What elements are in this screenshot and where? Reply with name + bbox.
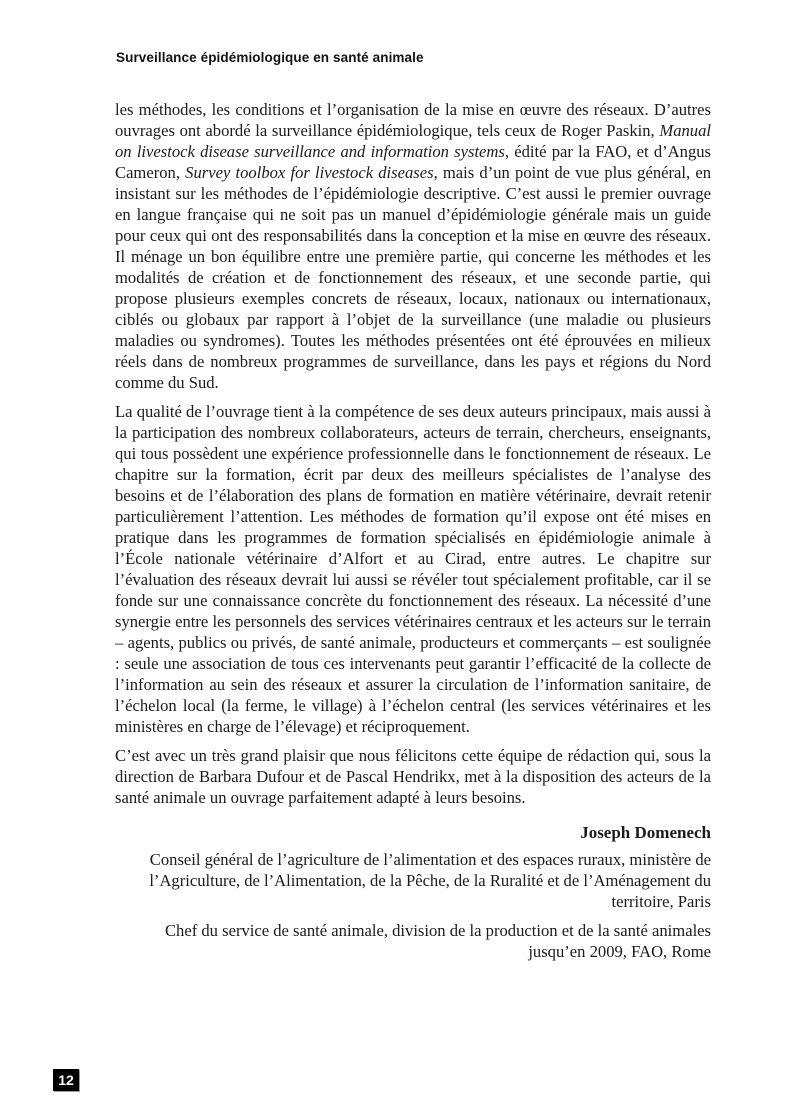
- signature-name: Joseph Domenech: [580, 823, 711, 842]
- paragraph-text: La qualité de l’ouvrage tient à la compétence de ses deux auteurs principaux, mais aussi à la participation des nombreux collaborateurs, acteurs de terrain, chercheurs, enseignants, qui tous possèdent une expérience professionnelle dans le fonctionnement de réseaux. Le chapitre sur la formation, écrit par deux des meilleurs spécialistes de l’analyse des besoins et de l’élaboration des plans de formation en matière vétérinaire, devrait retenir particulièrement l’attention. Les méthodes de formation qu’il expose ont été mises en pratique dans les programmes de formation spécialisés en épidémiologie animale à l’École nationale vétérinaire d’Alfort et au Cirad, entre autres. Le chapitre sur l’évaluation des réseaux devrait lui aussi se révéler tout spécialement profitable, car il se fonde sur une connaissance concrète du fonctionnement des réseaux. La nécessité d’une synergie entre les personnels des services vétérinaires centraux et les acteurs sur le terrain – agents, publics ou privés, de santé animale, producteurs et commerçants – est soulignée : seule une association de tous ces intervenants peut garantir l’efficacité de la collecte de l’information au sein des réseaux et assurer la circulation de l’information sanitaire, de l’échelon local (la ferme, le village) à l’échelon central (les services vétérinaires et les ministères en charge de l’élevage) et réciproquement.: [115, 402, 711, 736]
- affiliation: Conseil général de l’agriculture de l’alimentation et des espaces ruraux, ministère de l’Agriculture, de l’Alimentation, de la Pêche, de la Ruralité et de l’Aménagement du territoire, Paris: [149, 850, 711, 911]
- paragraph: [115, 99, 711, 393]
- paragraph-text: , mais d’un point de vue plus général, en insistant sur les méthodes de l’épidémiologie descriptive. C’est aussi le premier ouvrage en langue française qui ne soit pas un manuel d’épidémiologie générale mais un guide pour ceux qui ont des responsabilités dans la conception et la mise en œuvre des réseaux. Il ménage un bon équilibre entre une première partie, qui concerne les méthodes et les modalités de création et de fonctionnement des réseaux, et une seconde partie, qui propose plusieurs exemples concrets de réseaux, locaux, nationaux ou internationaux, ciblés ou globaux par rapport à l’objet de la surveillance (une maladie ou plusieurs maladies ou syndromes). Toutes les méthodes présentées ont été éprouvées en milieux réels dans de nombreux programmes de surveillance, dans les pays et régions du Nord comme du Sud.: [115, 163, 712, 392]
- affiliation: Chef du service de santé animale, division de la production et de la santé animales jusqu’en 2009, FAO, Rome: [164, 921, 711, 961]
- running-header: Surveillance épidémiologique en santé animale: [116, 50, 424, 65]
- book-title-italic: Survey toolbox for livestock diseases: [185, 163, 434, 182]
- paragraph-text: les méthodes, les conditions et l’organisation de la mise en œuvre des réseaux. D’autres ouvrages ont abordé la surveillance épidémiologique, tels ceux de Roger Paskin,: [115, 100, 711, 140]
- paragraph: [115, 745, 711, 808]
- page-content: [115, 99, 711, 970]
- paragraph: [115, 401, 711, 737]
- paragraph-text: , édité par la FAO, et d’Angus Cameron,: [115, 142, 711, 182]
- book-title-italic: Manual on livestock disease surveillance and information systems: [115, 121, 711, 161]
- paragraph-text: C’est avec un très grand plaisir que nous félicitons cette équipe de rédaction qui, sous la direction de Barbara Dufour et de Pascal Hendrikx, met à la disposition des acteurs de la santé animale un ouvrage parfaitement adapté à leurs besoins.: [115, 746, 711, 807]
- page-number-badge: 12: [53, 1069, 79, 1091]
